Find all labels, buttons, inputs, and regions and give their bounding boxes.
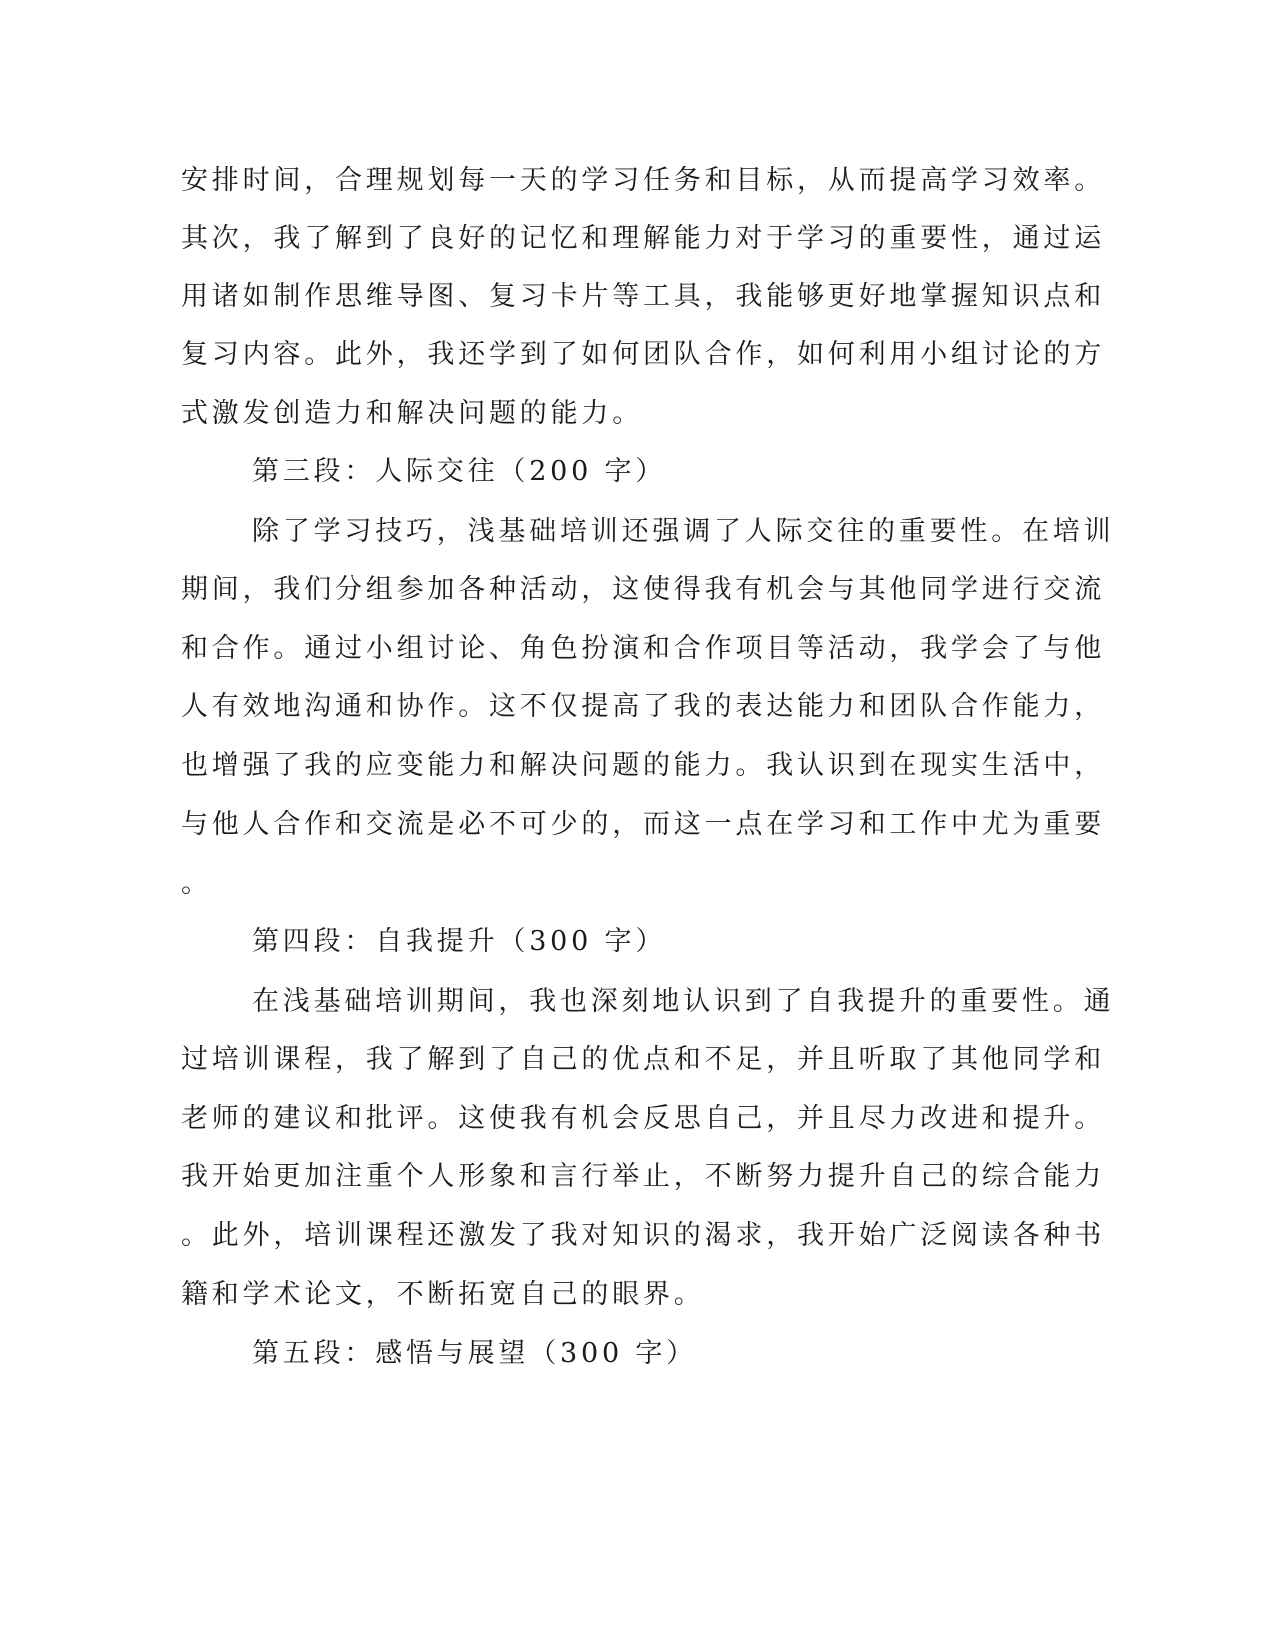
text-line: 也增强了我的应变能力和解决问题的能力。我认识到在现实生活中， — [181, 750, 1105, 781]
text-line: 籍和学术论文，不断拓宽自己的眼界。 — [181, 1279, 705, 1310]
text-line: 。此外，培训课程还激发了我对知识的渴求，我开始广泛阅读各种书 — [181, 1220, 1105, 1251]
text-line: 和合作。通过小组讨论、角色扮演和合作项目等活动，我学会了与他 — [181, 633, 1105, 664]
text-line: 老师的建议和批评。这使我有机会反思自己，并且尽力改进和提升。 — [181, 1103, 1105, 1134]
text-line: 除了学习技巧，浅基础培训还强调了人际交往的重要性。在培训 — [252, 516, 1115, 547]
section-heading: 第五段：感悟与展望（300 字） — [252, 1338, 697, 1369]
text-line: 其次，我了解到了良好的记忆和理解能力对于学习的重要性，通过运 — [181, 223, 1105, 254]
section-heading: 第三段：人际交往（200 字） — [252, 456, 667, 487]
text-line: 用诸如制作思维导图、复习卡片等工具，我能够更好地掌握知识点和 — [181, 281, 1105, 312]
text-line: 式激发创造力和解决问题的能力。 — [181, 398, 643, 429]
text-line: 复习内容。此外，我还学到了如何团队合作，如何利用小组讨论的方 — [181, 339, 1105, 370]
text-line: 。 — [181, 868, 212, 899]
text-line: 安排时间，合理规划每一天的学习任务和目标，从而提高学习效率。 — [181, 165, 1105, 196]
text-line: 人有效地沟通和协作。这不仅提高了我的表达能力和团队合作能力， — [181, 691, 1105, 722]
text-line: 期间，我们分组参加各种活动，这使得我有机会与其他同学进行交流 — [181, 574, 1105, 605]
text-line: 与他人合作和交流是必不可少的，而这一点在学习和工作中尤为重要 — [181, 809, 1105, 840]
text-line: 在浅基础培训期间，我也深刻地认识到了自我提升的重要性。通 — [252, 986, 1115, 1017]
text-line: 过培训课程，我了解到了自己的优点和不足，并且听取了其他同学和 — [181, 1044, 1105, 1075]
section-heading: 第四段：自我提升（300 字） — [252, 926, 667, 957]
text-line: 我开始更加注重个人形象和言行举止，不断努力提升自己的综合能力 — [181, 1161, 1105, 1192]
